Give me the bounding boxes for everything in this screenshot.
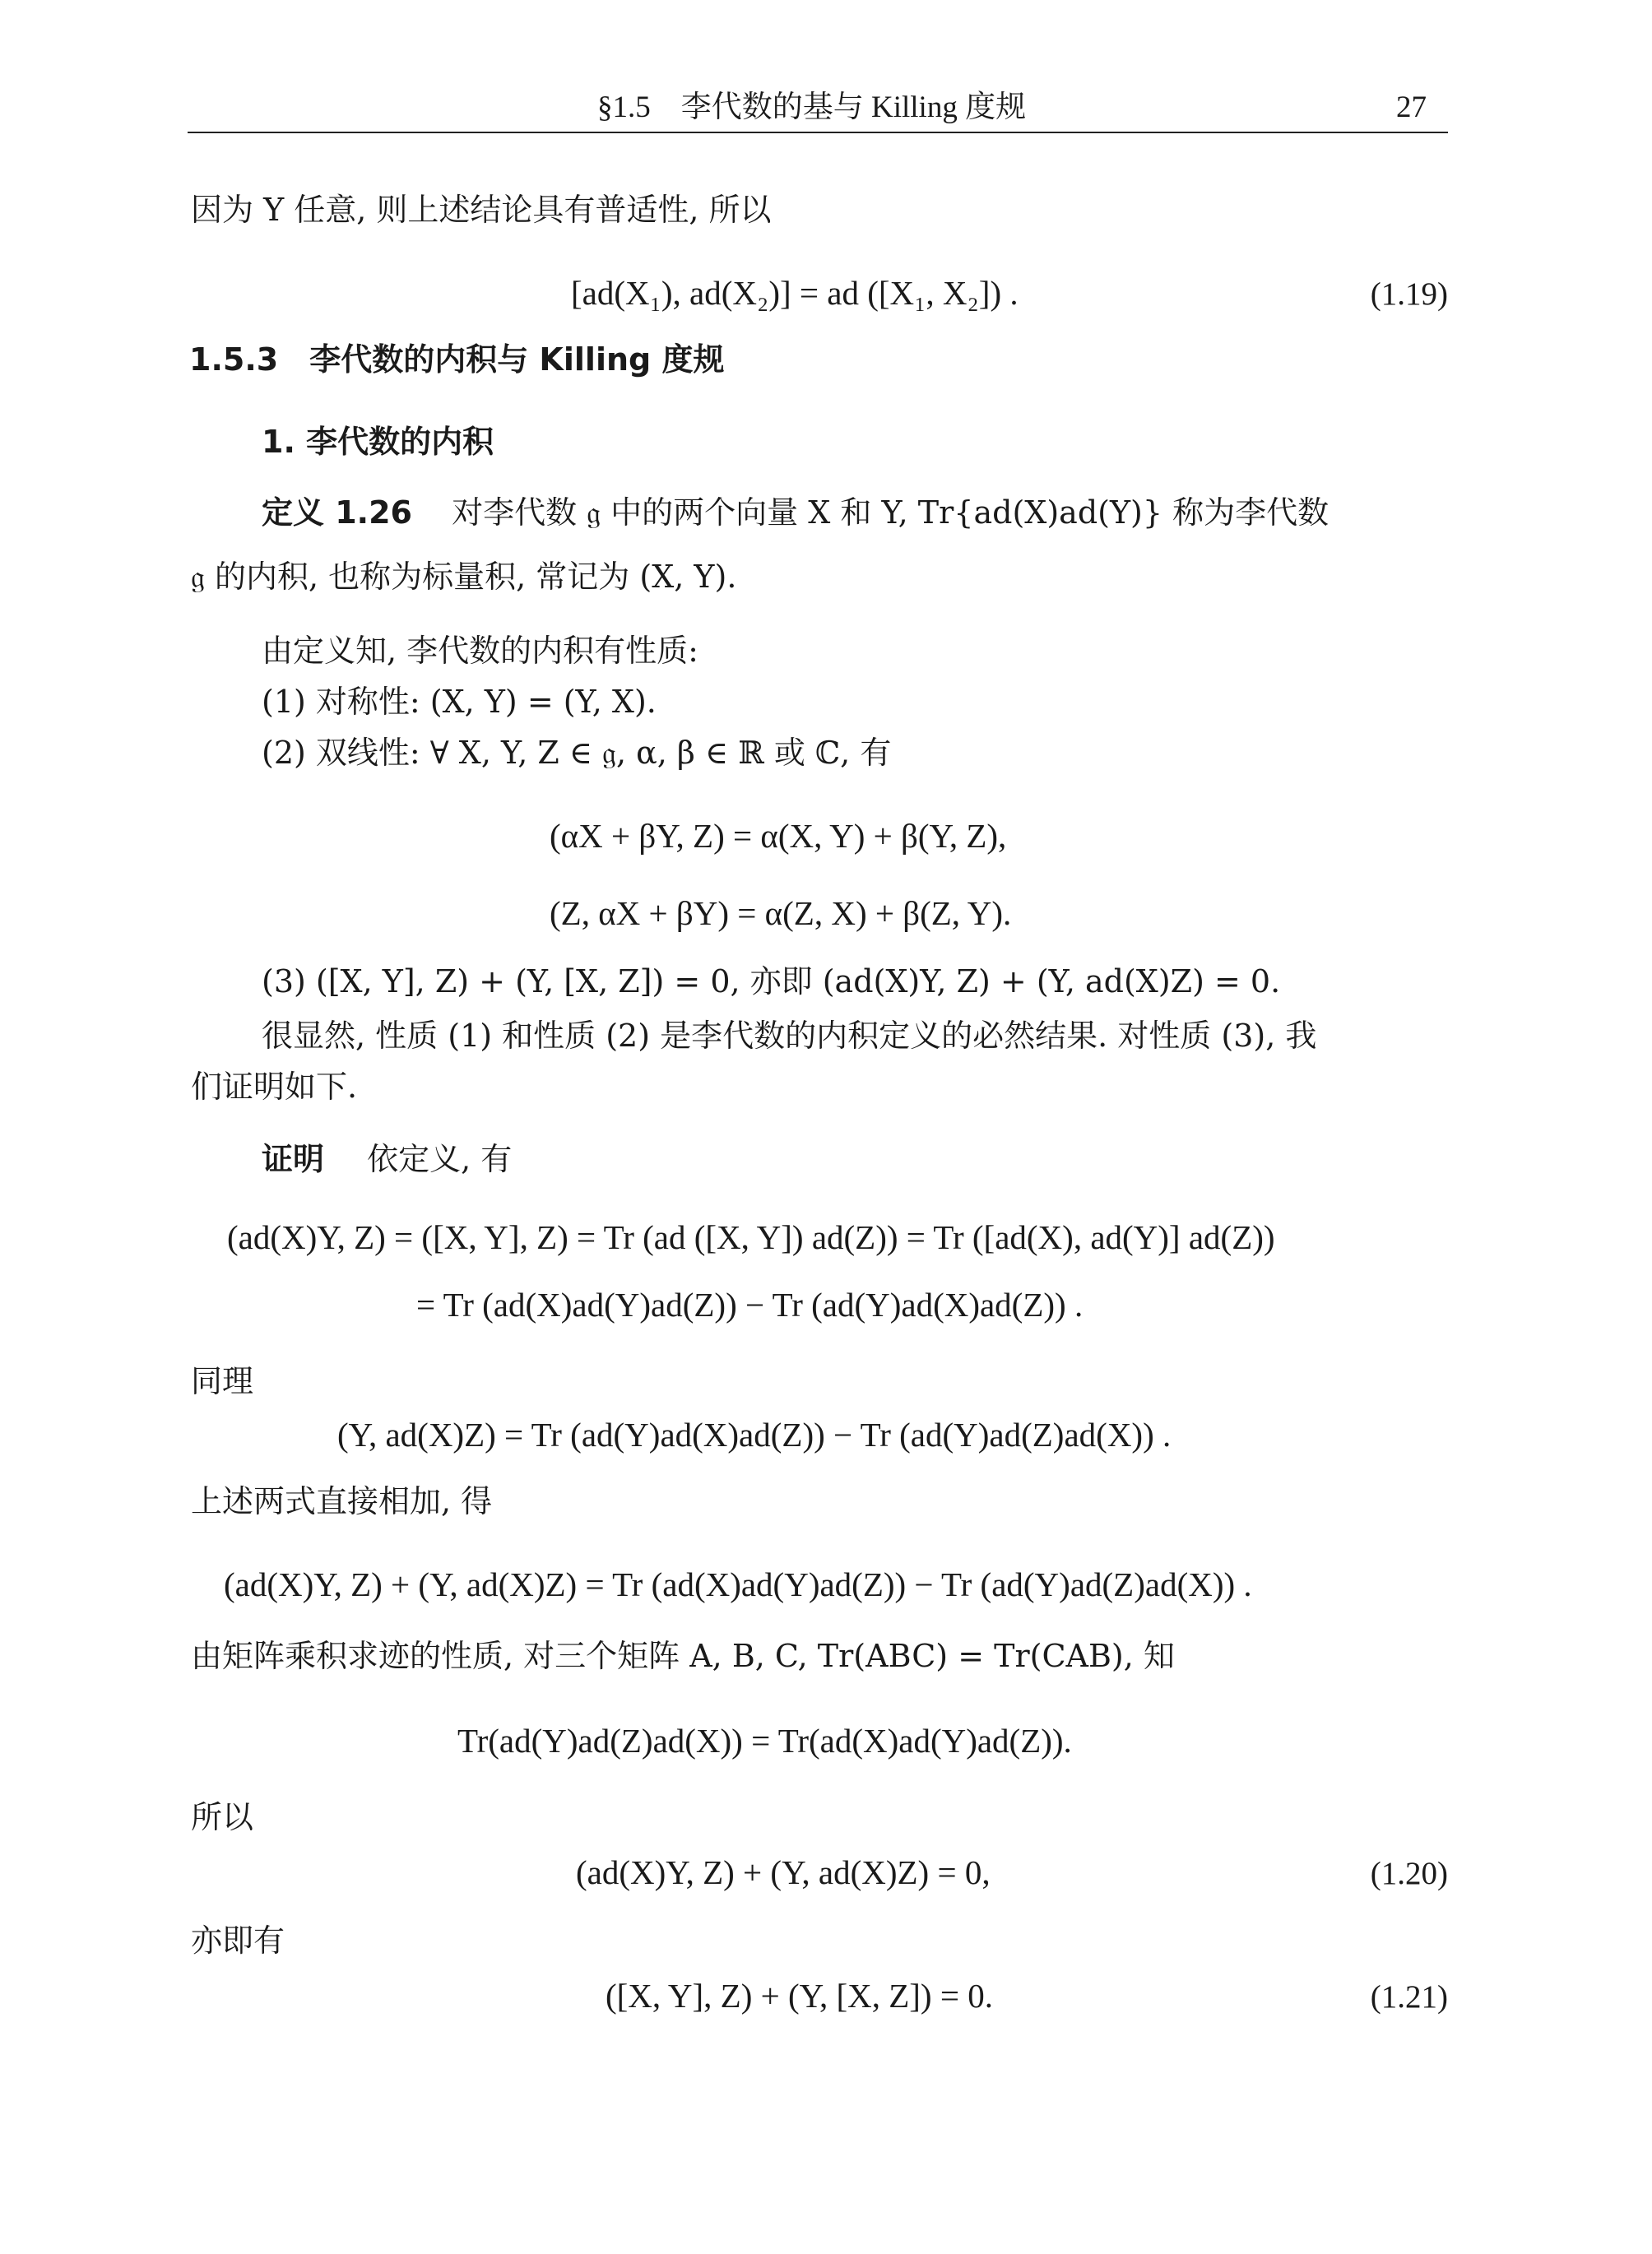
paragraph-line: 上述两式直接相加, 得 [191,1483,493,1519]
header-rule [188,132,1448,133]
property-item: (2) 双线性: ∀ X, Y, Z ∈ 𝔤, α, β ∈ ℝ 或 ℂ, 有 [262,735,892,771]
paragraph-line: 由定义知, 李代数的内积有性质: [262,633,698,669]
proof-label: 证明 [262,1141,325,1177]
definition-label: 定义 1.26 [262,494,412,531]
running-header: §1.5 李代数的基与 Killing 度规 [597,90,1027,124]
equation-bilinear-1: (αX + βY, Z) = α(X, Y) + β(Y, Z), [550,817,1007,855]
proof-line [262,1143,512,1175]
equation-proof-5: Tr(ad(Y)ad(Z)ad(X)) = Tr(ad(X)ad(Y)ad(Z)). [457,1722,1072,1760]
paragraph-line: 们证明如下. [191,1069,358,1105]
equation-1-21: ([X, Y], Z) + (Y, [X, Z]) = 0. [606,1977,993,2015]
equation-1-20: (ad(X)Y, Z) + (Y, ad(X)Z) = 0, [576,1853,991,1891]
paragraph-line: 所以 [191,1799,254,1835]
subsubsection-heading: 1. 李代数的内积 [262,424,494,460]
equation-proof-4: (ad(X)Y, Z) + (Y, ad(X)Z) = Tr (ad(X)ad(Y)ad(Z)) − Tr (ad(Y)ad(Z)ad(X)) . [224,1565,1252,1603]
paragraph-line: 亦即有 [191,1922,285,1959]
paragraph-line: 同理 [191,1363,254,1399]
equation-number: (1.20) [1370,1856,1448,1891]
equation-bilinear-2: (Z, αX + βY) = α(Z, X) + β(Z, Y). [550,894,1012,932]
definition-text: 对李代数 𝔤 中的两个向量 X 和 Y, Tr{ad(X)ad(Y)} 称为李代数 [452,494,1329,531]
equation-number: (1.19) [1370,276,1448,312]
proof-text: 依定义, 有 [367,1141,513,1177]
equation-proof-2: = Tr (ad(X)ad(Y)ad(Z)) − Tr (ad(Y)ad(X)ad(Z)) . [416,1286,1084,1324]
equation-1-19: [ad(X₁), ad(X₂)] = ad ([X₁, X₂]) . [571,274,1019,312]
paragraph-line: 由矩阵乘积求迹的性质, 对三个矩阵 A, B, C, Tr(ABC) = Tr(CAB), 知 [191,1638,1175,1674]
property-item: (1) 对称性: (X, Y) = (Y, X). [262,684,657,720]
definition-line [262,494,1329,531]
equation-proof-3: (Y, ad(X)Z) = Tr (ad(Y)ad(X)ad(Z)) − Tr (ad(Y)ad(Z)ad(X)) . [337,1416,1172,1454]
page-number: 27 [1396,90,1427,124]
equation-proof-1: (ad(X)Y, Z) = ([X, Y], Z) = Tr (ad ([X, Y]) ad(Z)) = Tr ([ad(X), ad(Y)] ad(Z)) [227,1218,1275,1256]
equation-number: (1.21) [1370,1979,1448,2015]
subsection-heading: 1.5.3 李代数的内积与 Killing 度规 [189,341,725,378]
paragraph-line: 很显然, 性质 (1) 和性质 (2) 是李代数的内积定义的必然结果. 对性质 (3), 我 [262,1018,1317,1054]
property-item: (3) ([X, Y], Z) + (Y, [X, Z]) = 0, 亦即 (ad(X)Y, Z) + (Y, ad(X)Z) = 0. [262,963,1281,999]
definition-line: 𝔤 的内积, 也称为标量积, 常记为 (X, Y). [191,559,737,595]
paragraph-line: 因为 Y 任意, 则上述结论具有普适性, 所以 [191,192,772,228]
